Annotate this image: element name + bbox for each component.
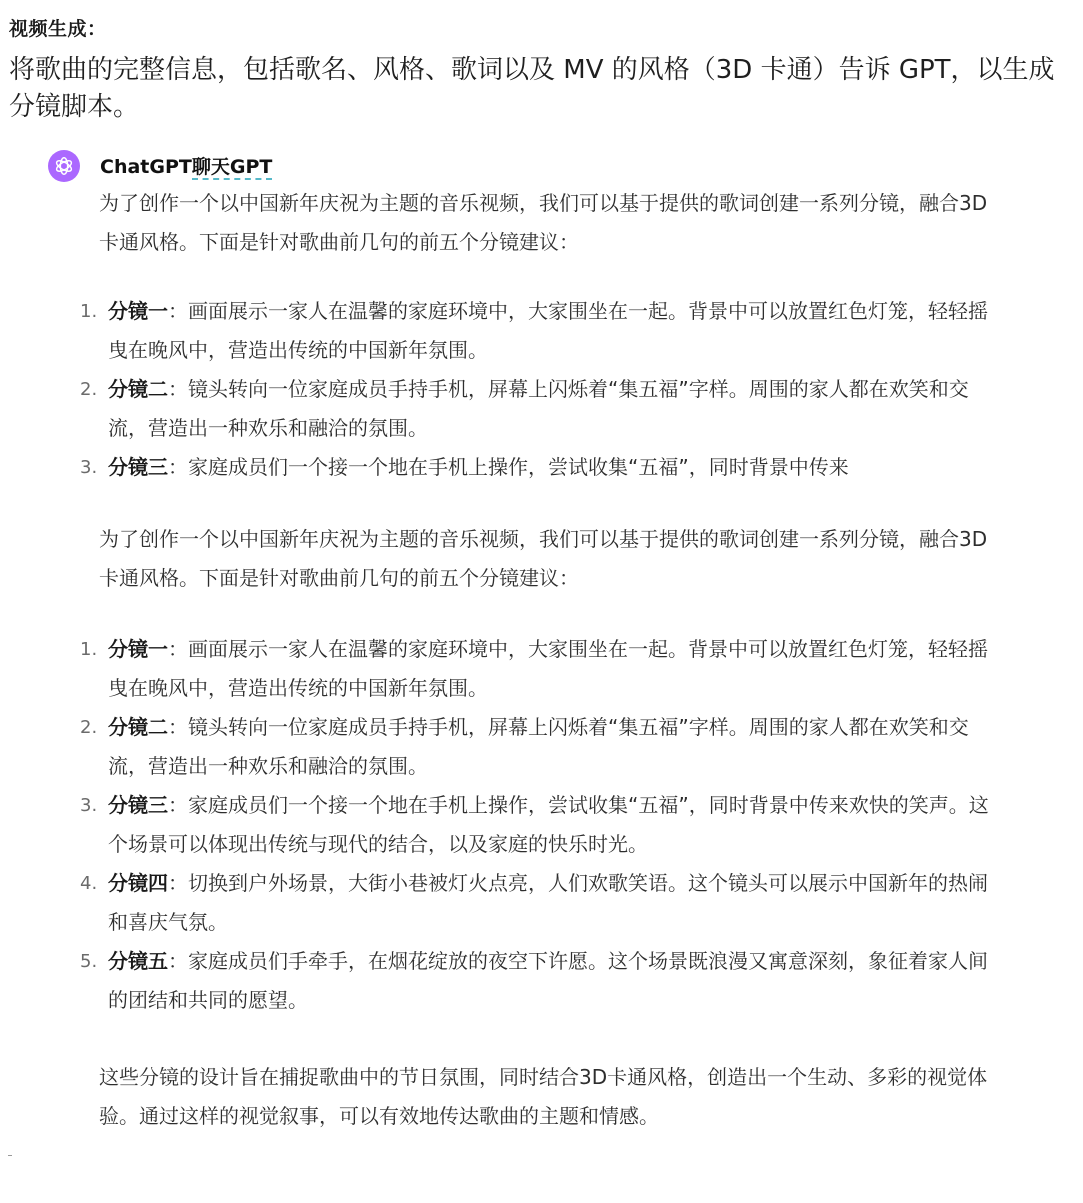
list-term: 分镜二 [108,715,168,739]
response-paragraph-2: 为了创作一个以中国新年庆祝为主题的音乐视频，我们可以基于提供的歌词创建一系列分镜，融合3D卡通风格。下面是针对歌曲前几句的前五个分镜建议： [99,527,988,590]
chat-message-header [48,150,272,182]
list-item [80,448,1000,487]
list-number: 3. [80,795,98,816]
openai-logo-icon [48,150,80,182]
bot-name-translated: 聊天GPT [191,155,273,178]
list-item [80,630,1000,708]
list-item [80,864,1000,942]
list-term: 分镜一 [108,299,168,323]
list-term: 分镜三 [108,455,168,479]
list-number: 1. [80,301,98,322]
bot-name-main: ChatGPT [100,155,192,178]
list-number: 3. [80,457,98,478]
storyboard-list-1 [80,292,1000,487]
divider [8,1155,12,1156]
list-text: ：家庭成员们手牵手，在烟花绽放的夜空下许愿。这个场景既浪漫又寓意深刻，象征着家人间的团结和共同的愿望。 [108,949,988,1012]
list-text: ：家庭成员们一个接一个地在手机上操作，尝试收集“五福”，同时背景中传来欢快的笑声。这个场景可以体现出传统与现代的结合，以及家庭的快乐时光。 [108,793,989,856]
list-term: 分镜一 [108,637,168,661]
list-number: 2. [80,379,98,400]
list-text: ：镜头转向一位家庭成员手持手机，屏幕上闪烁着“集五福”字样。周围的家人都在欢笑和交流，营造出一种欢乐和融洽的氛围。 [108,715,969,778]
list-item [80,370,1000,448]
closing-paragraph: 这些分镜的设计旨在捕捉歌曲中的节日氛围，同时结合3D卡通风格，创造出一个生动、多彩的视觉体验。通过这样的视觉叙事，可以有效地传达歌曲的主题和情感。 [99,1065,988,1128]
list-text: ：切换到户外场景，大街小巷被灯火点亮，人们欢歌笑语。这个镜头可以展示中国新年的热闹和喜庆气氛。 [108,871,988,934]
list-text: ：家庭成员们一个接一个地在手机上操作，尝试收集“五福”，同时背景中传来 [168,455,849,479]
list-term: 分镜二 [108,377,168,401]
list-text: ：镜头转向一位家庭成员手持手机，屏幕上闪烁着“集五福”字样。周围的家人都在欢笑和交流，营造出一种欢乐和融洽的氛围。 [108,377,969,440]
list-item [80,292,1000,370]
list-number: 5. [80,951,98,972]
list-number: 1. [80,639,98,660]
list-number: 2. [80,717,98,738]
list-term: 分镜五 [108,949,168,973]
list-item [80,708,1000,786]
list-item [80,786,1000,864]
list-text: ：画面展示一家人在温馨的家庭环境中，大家围坐在一起。背景中可以放置红色灯笼，轻轻摇曳在晚风中，营造出传统的中国新年氛围。 [108,299,988,362]
list-term: 分镜三 [108,793,168,817]
storyboard-list-2 [80,630,1000,1020]
bot-name [100,152,272,181]
list-number: 4. [80,873,98,894]
list-text: ：画面展示一家人在温馨的家庭环境中，大家围坐在一起。背景中可以放置红色灯笼，轻轻摇曳在晚风中，营造出传统的中国新年氛围。 [108,637,988,700]
list-item [80,942,1000,1020]
section-heading: 视频生成： [9,18,107,40]
list-term: 分镜四 [108,871,168,895]
intro-text: 将歌曲的完整信息，包括歌名、风格、歌词以及 MV 的风格（3D 卡通）告诉 GPT，以生成分镜脚本。 [9,55,1055,122]
response-paragraph-1: 为了创作一个以中国新年庆祝为主题的音乐视频，我们可以基于提供的歌词创建一系列分镜，融合3D卡通风格。下面是针对歌曲前几句的前五个分镜建议： [99,191,988,254]
